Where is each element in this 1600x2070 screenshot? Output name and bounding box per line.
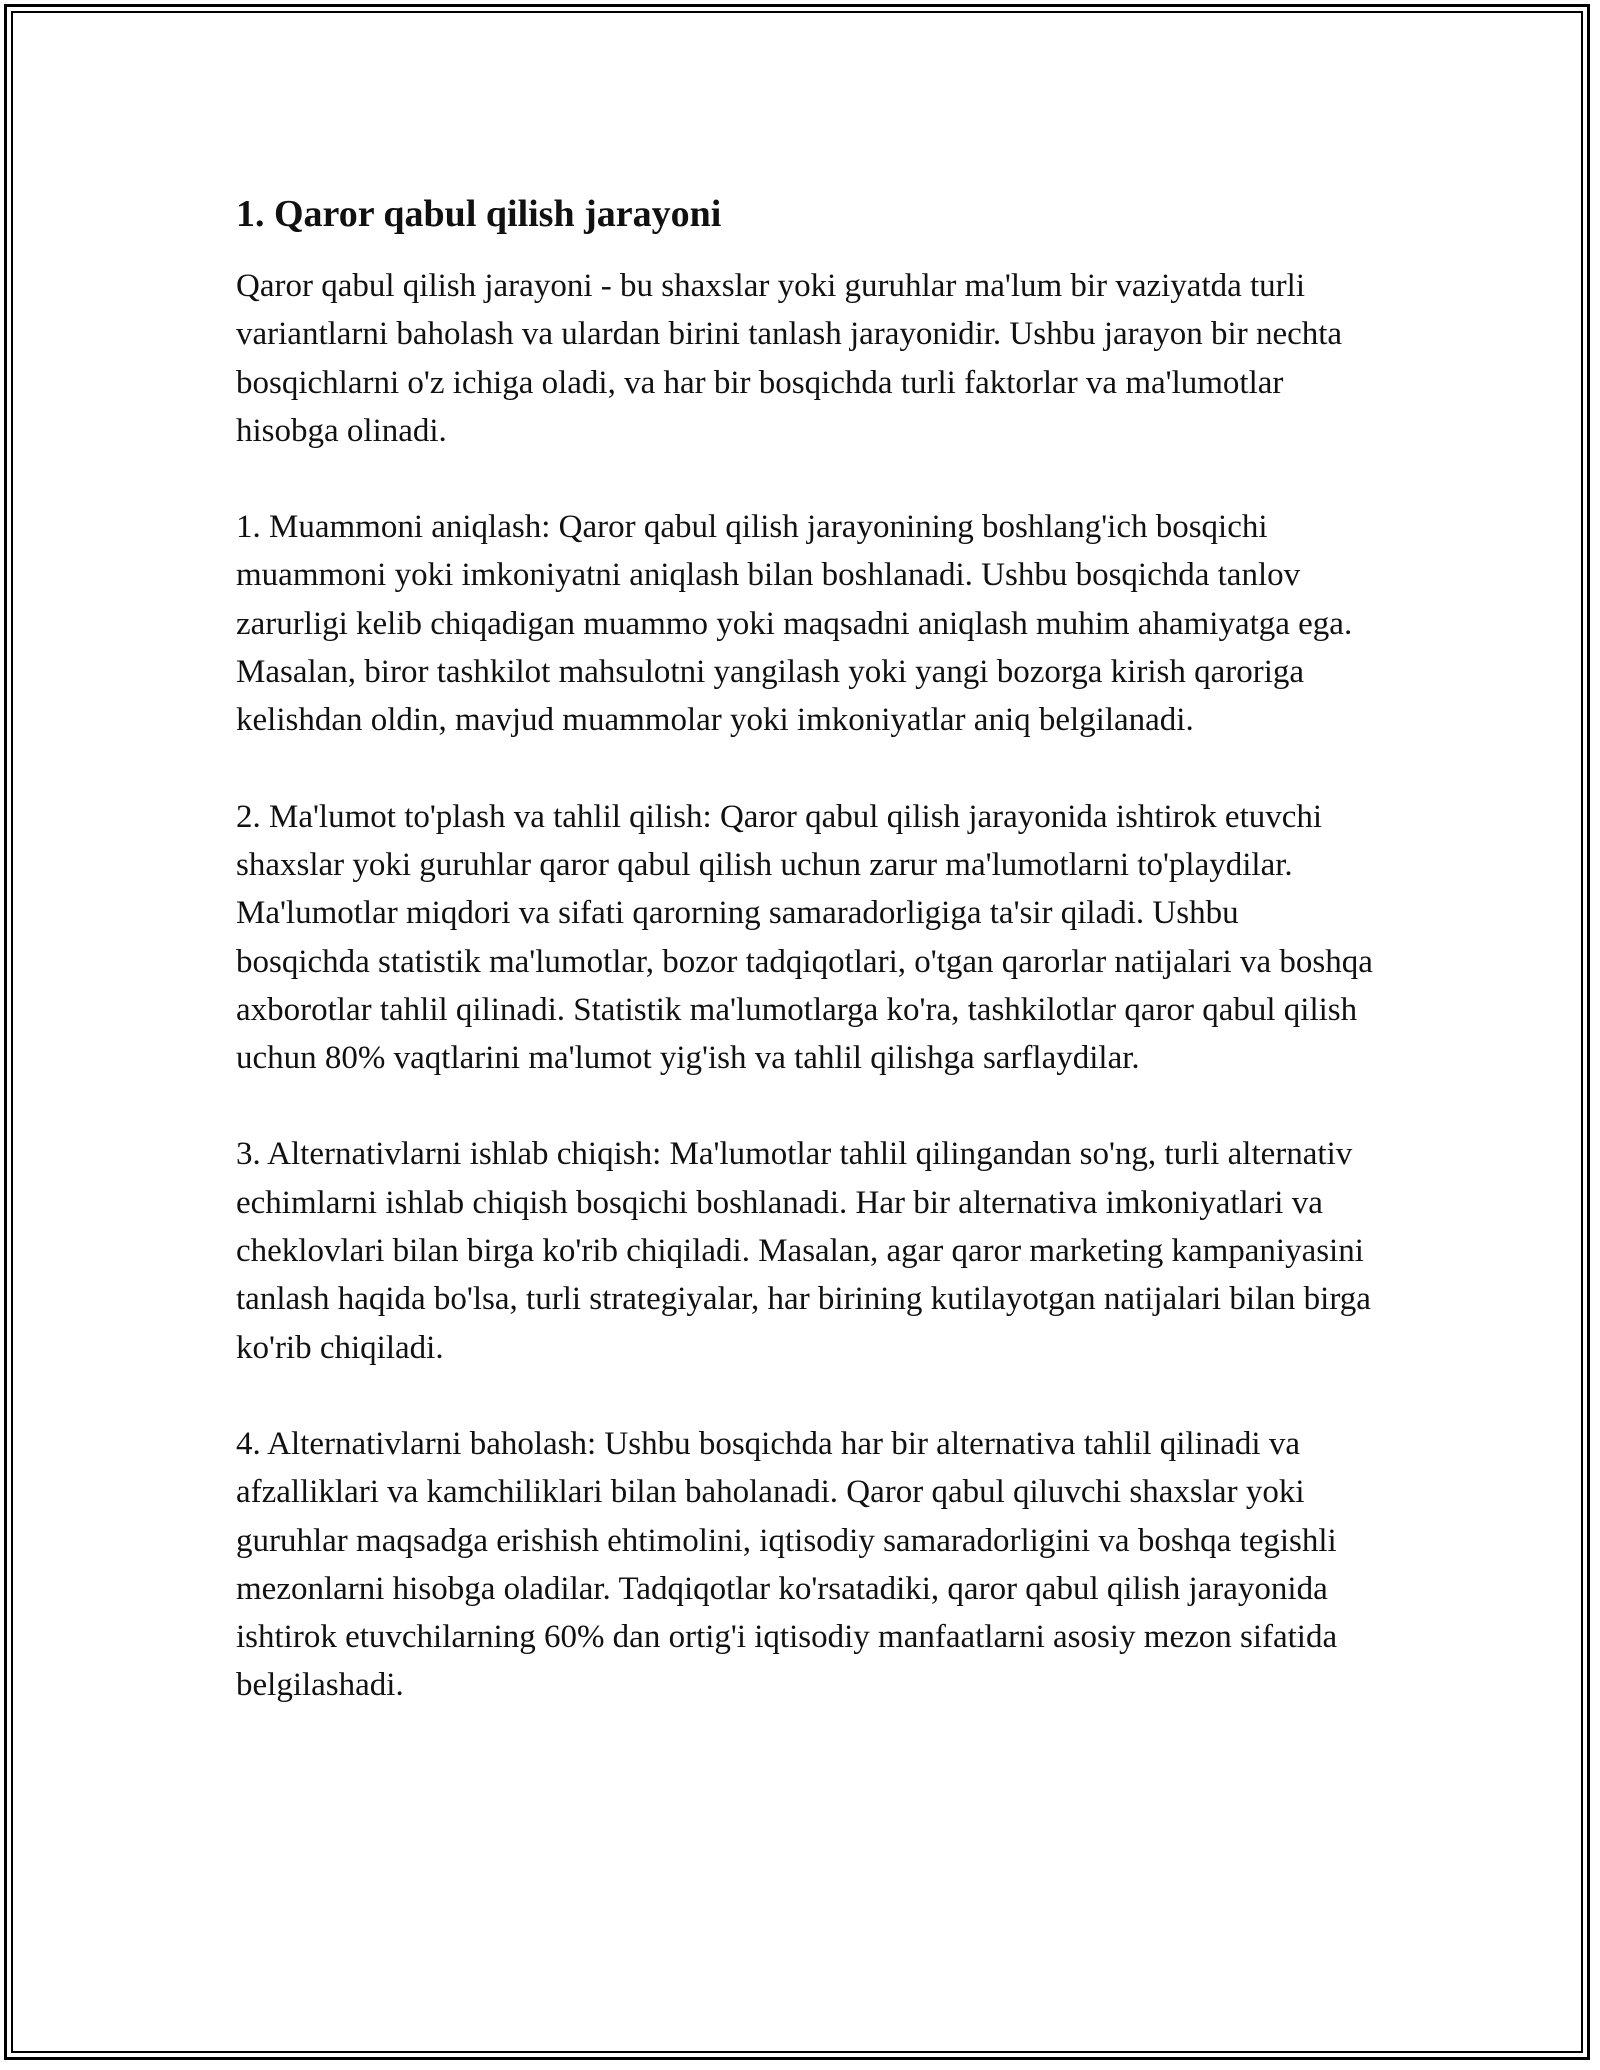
intro-paragraph: Qaror qabul qilish jarayoni - bu shaxslar yoki guruhlar ma'lum bir vaziyatda turli variantlarni baholash va ulardan birini tanlash jarayonidir. Ushbu jarayon bir nechta bosqichlarni o'z ichiga oladi, va har bir bosqichda turli faktorlar va ma'lumotlar hisobga olinadi. — [236, 268, 1343, 449]
section-heading: 1. Qaror qabul qilish jarayoni — [236, 193, 722, 235]
paragraph-step-1: 1. Muammoni aniqlash: Qaror qabul qilish jarayonining boshlang'ich bosqichi muammoni yoki imkoniyatni aniqlash bilan boshlanadi. Ushbu bosqichda tanlov zarurligi kelib chiqadigan muammo yoki maqsadni aniqlash muhim ahamiyatga ega. Masalan, biror tashkilot mahsulotni yangilash yoki yangi bozorga kirish qaroriga kelishdan oldin, mavjud muammolar yoki imkoniyatlar aniq belgilanadi. — [236, 509, 1353, 739]
document-body — [236, 186, 1376, 1758]
paragraph-step-3: 3. Alternativlarni ishlab chiqish: Ma'lumotlar tahlil qilingandan so'ng, turli alternativ echimlarni ishlab chiqish bosqichi boshlanadi. Har bir alternativa imkoniyatlari va cheklovlari bilan birga ko'rib chiqiladi. Masalan, agar qaror marketing kampaniyasini tanlash haqida bo'lsa, turli strategiyalar, har birining kutilayotgan natijalari bilan birga ko'rib chiqiladi. — [236, 1136, 1371, 1366]
paragraph-step-4: 4. Alternativlarni baholash: Ushbu bosqichda har bir alternativa tahlil qilinadi va afzalliklari va kamchiliklari bilan baholanadi. Qaror qabul qiluvchi shaxslar yoki guruhlar maqsadga erishish ehtimolini, iqtisodiy samaradorligini va boshqa tegishli mezonlarni hisobga oladilar. Tadqiqotlar ko'rsatadiki, qaror qabul qilish jarayonida ishtirok etuvchilarning 60% dan ortig'i iqtisodiy manfaatlarni asosiy mezon sifatida belgilashadi. — [236, 1425, 1338, 1704]
paragraph-step-2: 2. Ma'lumot to'plash va tahlil qilish: Qaror qabul qilish jarayonida ishtirok etuvchi shaxslar yoki guruhlar qaror qabul qilish uchun zarur ma'lumotlarni to'playdilar. Ma'lumotlar miqdori va sifati qarorning samaradorligiga ta'sir qiladi. Ushbu bosqichda statistik ma'lumotlar, bozor tadqiqotlari, o'tgan qarorlar natijalari va boshqa axborotlar tahlil qilinadi. Statistik ma'lumotlarga ko'ra, tashkilotlar qaror qabul qilish uchun 80% vaqtlarini ma'lumot yig'ish va tahlil qilishga sarflaydilar. — [236, 798, 1373, 1077]
